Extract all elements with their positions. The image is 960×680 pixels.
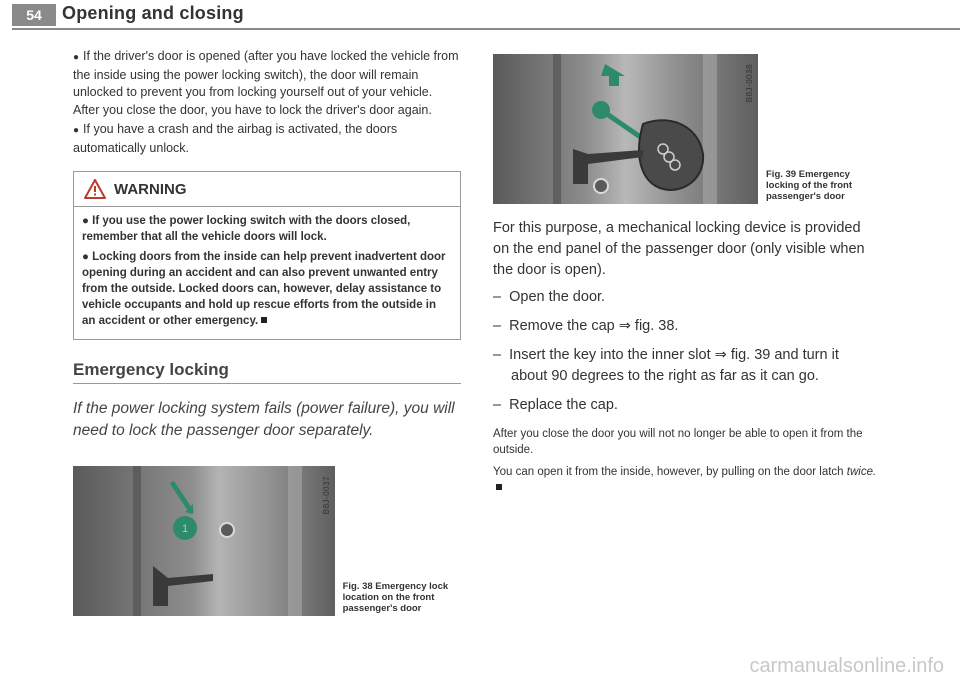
figure-38	[73, 466, 461, 616]
figure-38-caption: Fig. 38 Emergency lock location on the front passenger's door	[342, 581, 449, 614]
key-in-lock-illustration	[493, 54, 758, 204]
instruction-step: – Replace the cap.	[493, 397, 618, 413]
page-header	[0, 0, 960, 30]
warning-item: ● If you use the power locking switch with the doors closed, remember that all the vehicle doors will lock.	[82, 215, 411, 243]
page-number: 54	[12, 4, 56, 26]
dash-icon: –	[493, 397, 510, 413]
door-lock-illustration	[73, 466, 335, 616]
bullet-icon: ●	[73, 125, 80, 136]
body-paragraph: For this purpose, a mechanical locking device is provided on the end panel of the passenger door (only visible when the door is open).	[493, 220, 865, 278]
warning-header	[74, 172, 460, 207]
watermark: carmanualsonline.info	[749, 655, 944, 677]
bullet-icon: ●	[82, 251, 93, 263]
section-title: Opening and closing	[62, 3, 244, 23]
note-paragraph: After you close the door you will not no longer be able to open it from the outside.	[493, 428, 863, 456]
dash-icon: –	[493, 347, 510, 363]
dash-icon: –	[493, 318, 510, 334]
svg-text:1: 1	[181, 523, 189, 535]
warning-box	[73, 171, 461, 340]
bullet-icon: ●	[73, 52, 80, 63]
figure-39	[493, 54, 879, 204]
end-mark-icon	[261, 317, 267, 323]
bullet-icon: ●	[82, 215, 93, 227]
instruction-step: – Open the door.	[493, 289, 606, 305]
bullet-paragraph: ● If the driver's door is opened (after you have locked the vehicle from the inside using the power locking switch), the door will remain unlocked to prevent you from locking yourself out of your vehicle. After you close the door, you have to lock the driver's door again.	[73, 49, 459, 117]
header-rule	[12, 28, 960, 30]
figure-39-photo	[493, 54, 758, 204]
warning-item: ● Locking doors from the inside can help prevent inadvertent door opening during an accident and can also prevent unwanted entry from the outside. Locked doors can, however, delay assistance to vehicle occupants and hold up rescue efforts from the outside in an accident or other emergency.	[82, 251, 446, 327]
figure-39-code: B8J-0038	[745, 64, 754, 103]
left-column	[73, 48, 461, 616]
dash-icon: –	[493, 289, 510, 305]
note-paragraph: You can open it from the inside, however, by pulling on the door latch twice.	[493, 464, 879, 496]
instruction-step: – Remove the cap ⇒ fig. 38.	[493, 318, 679, 334]
figure-38-photo	[73, 466, 335, 616]
bullet-paragraph: ● If you have a crash and the airbag is activated, the doors automatically unlock.	[73, 122, 398, 155]
figure-39-caption: Fig. 39 Emergency locking of the front passenger's door	[766, 169, 853, 202]
right-column	[493, 54, 879, 496]
instruction-step: – Insert the key into the inner slot ⇒ fig. 39 and turn it about 90 degrees to the right as far as it can go.	[493, 347, 839, 384]
warning-body	[74, 207, 460, 339]
figure-38-code: B8J-0037	[321, 476, 331, 515]
warning-title: WARNING	[114, 180, 187, 198]
end-mark-icon	[496, 484, 502, 490]
warning-triangle-icon	[84, 179, 106, 199]
intro-text: If the power locking system fails (power failure), you will need to lock the passenger door separately.	[73, 400, 455, 439]
emphasis-text: twice.	[846, 466, 877, 478]
emergency-locking-heading: Emergency locking	[73, 360, 461, 384]
